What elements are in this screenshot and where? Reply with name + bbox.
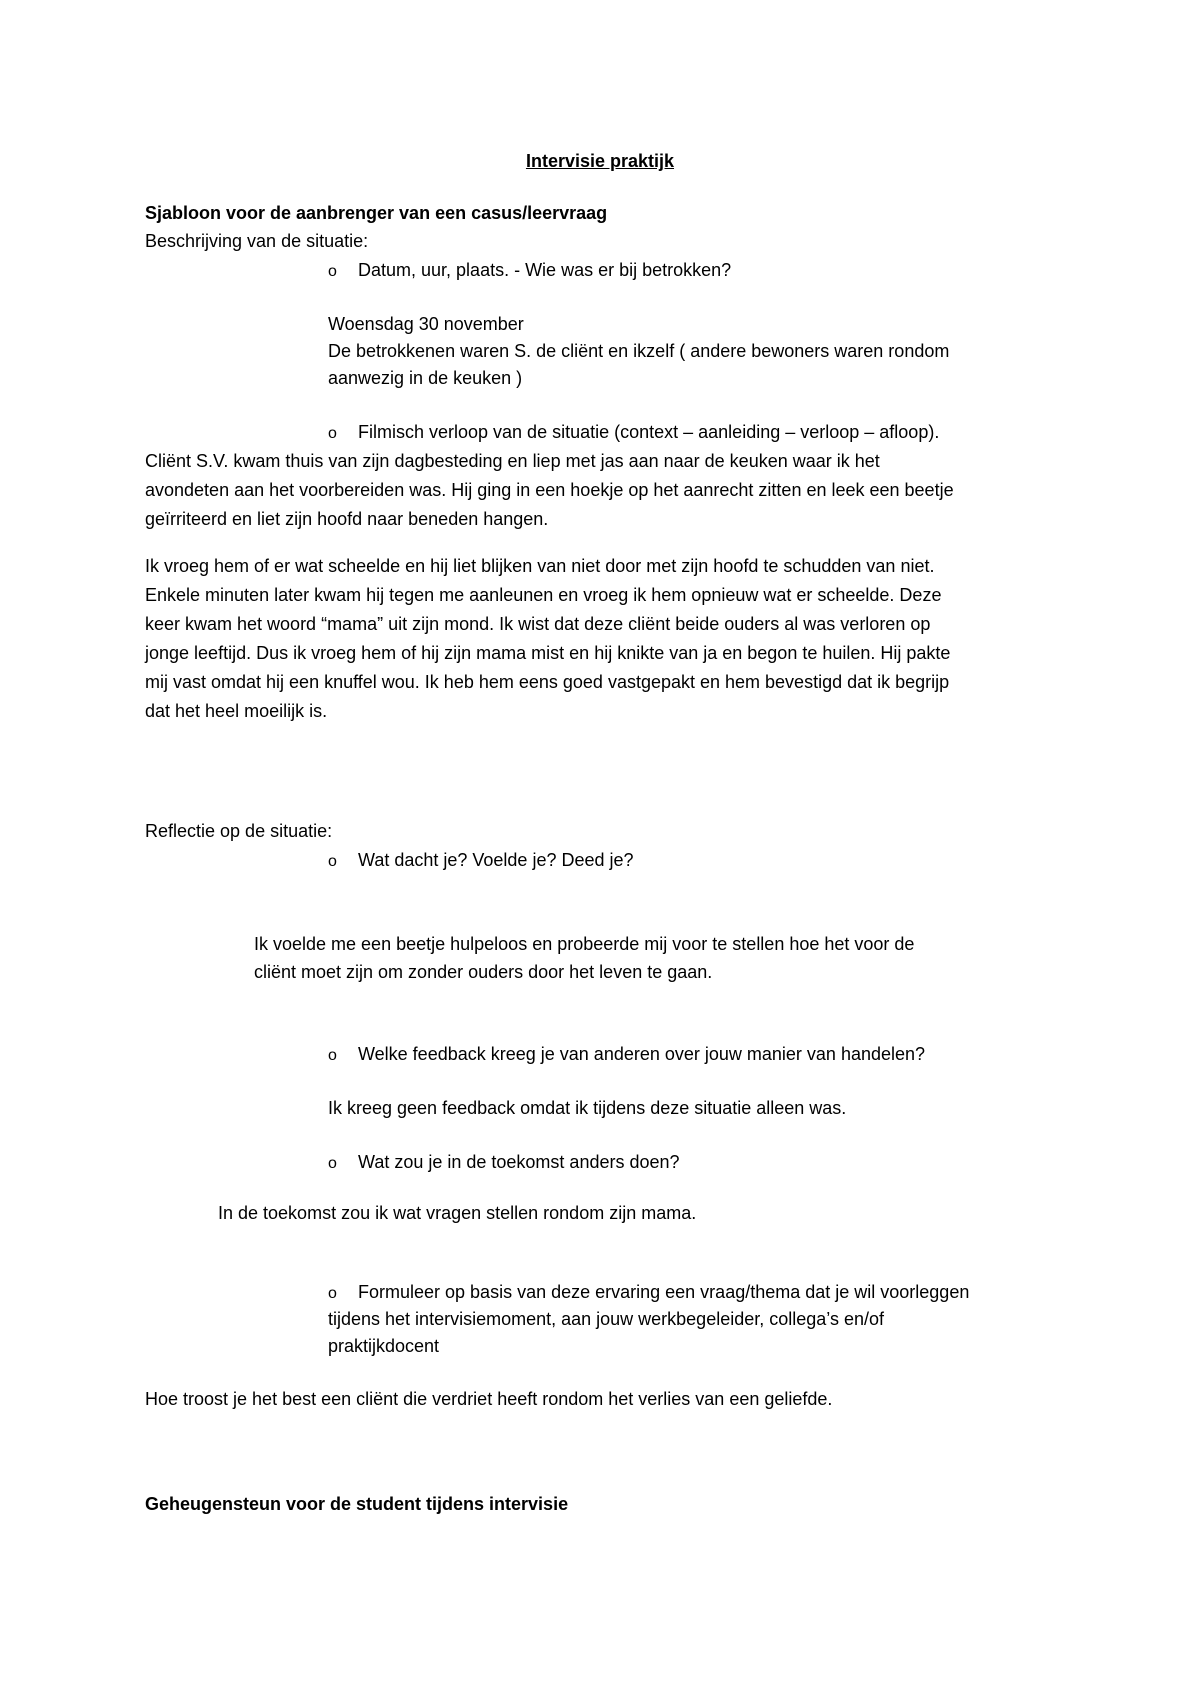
answer-date: Woensdag 30 november xyxy=(328,314,524,334)
answer-reflection-line: Ik voelde me een beetje hulpeloos en probeerde mij voor te stellen hoe het voor de xyxy=(254,934,915,954)
paragraph-line: geïrriteerd en liet zijn hoofd naar beneden hangen. xyxy=(145,509,549,529)
answer-formulate: Hoe troost je het best een cliënt die verdriet heeft rondom het verlies van een geliefde. xyxy=(145,1389,833,1409)
question-course-of-events: Filmisch verloop van de situatie (context – aanleiding – verloop – afloop). xyxy=(358,422,940,442)
paragraph-line: jonge leeftijd. Dus ik vroeg hem of hij zijn mama mist en hij knikte van ja en begon te huilen. Hij pakte xyxy=(145,643,951,663)
question-feedback: Welke feedback kreeg je van anderen over jouw manier van handelen? xyxy=(358,1044,926,1064)
bullet-marker: o xyxy=(328,1285,337,1302)
paragraph-line: avondeten aan het voorbereiden was. Hij ging in een hoekje op het aanrecht zitten en leek een beetje xyxy=(145,480,954,500)
reflection-label: Reflectie op de situatie: xyxy=(145,821,333,841)
question-formulate-line: praktijkdocent xyxy=(328,1336,440,1356)
bullet-marker: o xyxy=(328,1155,337,1172)
bullet-marker: o xyxy=(328,263,337,280)
paragraph-line: Cliënt S.V. kwam thuis van zijn dagbesteding en liep met jas aan naar de keuken waar ik het xyxy=(145,451,880,471)
paragraph-line: mij vast omdat hij een knuffel wou. Ik heb hem eens goed vastgepakt en hem bevestigd dat ik begrijp xyxy=(145,672,950,692)
question-formulate-line: tijdens het intervisiemoment, aan jouw werkbegeleider, collega’s en/of xyxy=(328,1309,884,1329)
question-formulate-line: Formuleer op basis van deze ervaring een vraag/thema dat je wil voorleggen xyxy=(358,1282,970,1302)
memory-aid-heading: Geheugensteun voor de student tijdens intervisie xyxy=(145,1494,569,1514)
paragraph-line: Enkele minuten later kwam hij tegen me aanleunen en vroeg ik hem opnieuw wat er scheelde. Deze xyxy=(145,585,942,605)
template-heading: Sjabloon voor de aanbrenger van een casus/leervraag xyxy=(145,203,608,223)
bullet-marker: o xyxy=(328,1047,337,1064)
answer-reflection-line: cliënt moet zijn om zonder ouders door het leven te gaan. xyxy=(254,962,713,982)
question-date-place: Datum, uur, plaats. - Wie was er bij betrokken? xyxy=(358,260,732,280)
answer-future: In de toekomst zou ik wat vragen stellen rondom zijn mama. xyxy=(218,1203,697,1223)
paragraph-line: Ik vroeg hem of er wat scheelde en hij liet blijken van niet door met zijn hoofd te schudden van niet. xyxy=(145,556,935,576)
description-label: Beschrijving van de situatie: xyxy=(145,231,369,251)
bullet-marker: o xyxy=(328,425,337,442)
answer-involved-line: aanwezig in de keuken ) xyxy=(328,368,523,388)
document-title: Intervisie praktijk xyxy=(525,151,675,171)
bullet-marker: o xyxy=(328,853,337,870)
paragraph-line: keer kwam het woord “mama” uit zijn mond. Ik wist dat deze cliënt beide ouders al was verloren op xyxy=(145,614,931,634)
answer-feedback: Ik kreeg geen feedback omdat ik tijdens deze situatie alleen was. xyxy=(328,1098,847,1118)
answer-involved-line: De betrokkenen waren S. de cliënt en ikzelf ( andere bewoners waren rondom xyxy=(328,341,950,361)
paragraph-line: dat het heel moeilijk is. xyxy=(145,701,328,721)
question-reflection: Wat dacht je? Voelde je? Deed je? xyxy=(358,850,634,870)
question-future: Wat zou je in de toekomst anders doen? xyxy=(358,1152,680,1172)
